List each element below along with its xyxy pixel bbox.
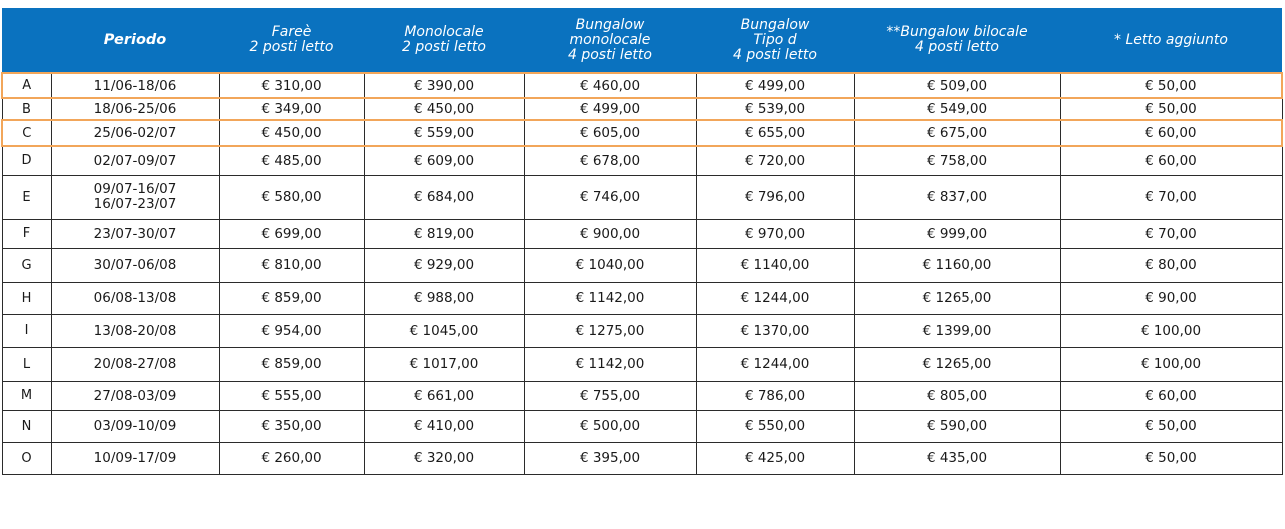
price-cell: € 1265,00 [854, 282, 1060, 314]
price-cell: € 260,00 [219, 442, 364, 474]
header-periodo: Periodo [51, 7, 219, 73]
price-cell: € 90,00 [1060, 282, 1282, 314]
row-code: A [2, 73, 51, 98]
price-cell: € 499,00 [524, 98, 696, 120]
price-cell: € 746,00 [524, 175, 696, 219]
price-cell: € 1275,00 [524, 314, 696, 347]
price-cell: € 80,00 [1060, 248, 1282, 282]
header-bungalow-tipod-line1: Bungalow [740, 16, 810, 33]
header-monolocale [364, 7, 524, 73]
price-cell: € 819,00 [364, 219, 524, 248]
table-row [2, 73, 1282, 98]
price-cell: € 460,00 [524, 73, 696, 98]
price-cell: € 580,00 [219, 175, 364, 219]
price-cell: € 549,00 [854, 98, 1060, 120]
header-bungalow-tipo-d [696, 7, 854, 73]
price-cell: € 755,00 [524, 381, 696, 410]
price-cell: € 1142,00 [524, 282, 696, 314]
row-period: 18/06-25/06 [51, 98, 219, 120]
table-body [2, 73, 1282, 474]
price-cell: € 1142,00 [524, 347, 696, 381]
price-cell: € 70,00 [1060, 219, 1282, 248]
table-row [2, 98, 1282, 120]
price-cell: € 1399,00 [854, 314, 1060, 347]
price-cell: € 988,00 [364, 282, 524, 314]
row-period: 30/07-06/08 [51, 248, 219, 282]
price-cell: € 590,00 [854, 410, 1060, 442]
price-cell: € 675,00 [854, 120, 1060, 146]
row-code: I [2, 314, 51, 347]
table-row [2, 248, 1282, 282]
price-cell: € 550,00 [696, 410, 854, 442]
row-code: G [2, 248, 51, 282]
price-cell: € 796,00 [696, 175, 854, 219]
price-cell: € 1244,00 [696, 347, 854, 381]
price-cell: € 60,00 [1060, 120, 1282, 146]
table-row [2, 120, 1282, 146]
price-cell: € 100,00 [1060, 314, 1282, 347]
price-cell: € 859,00 [219, 347, 364, 381]
price-cell: € 661,00 [364, 381, 524, 410]
row-period: 27/08-03/09 [51, 381, 219, 410]
price-cell: € 1244,00 [696, 282, 854, 314]
row-code: F [2, 219, 51, 248]
header-bungalow-bilocale [854, 7, 1060, 73]
price-cell: € 350,00 [219, 410, 364, 442]
header-bungalow-bilo-line2: 4 posti letto [915, 39, 999, 55]
price-cell: € 605,00 [524, 120, 696, 146]
row-period: 13/08-20/08 [51, 314, 219, 347]
row-code: L [2, 347, 51, 381]
price-cell: € 320,00 [364, 442, 524, 474]
price-cell: € 954,00 [219, 314, 364, 347]
price-cell: € 435,00 [854, 442, 1060, 474]
price-cell: € 699,00 [219, 219, 364, 248]
table-row [2, 314, 1282, 347]
price-cell: € 390,00 [364, 73, 524, 98]
price-cell: € 999,00 [854, 219, 1060, 248]
price-cell: € 837,00 [854, 175, 1060, 219]
price-cell: € 485,00 [219, 146, 364, 175]
row-period: 10/09-17/09 [51, 442, 219, 474]
row-period: 11/06-18/06 [51, 73, 219, 98]
price-cell: € 1265,00 [854, 347, 1060, 381]
header-faree-line1: Fareè [271, 24, 312, 40]
price-cell: € 684,00 [364, 175, 524, 219]
row-code: N [2, 410, 51, 442]
price-cell: € 100,00 [1060, 347, 1282, 381]
price-cell: € 900,00 [524, 219, 696, 248]
price-cell: € 450,00 [364, 98, 524, 120]
table-row [2, 175, 1282, 219]
table-row [2, 146, 1282, 175]
price-cell: € 1045,00 [364, 314, 524, 347]
price-cell: € 349,00 [219, 98, 364, 120]
row-code: C [2, 120, 51, 146]
header-monolocale-line1: Monolocale [404, 24, 484, 40]
row-period: 03/09-10/09 [51, 410, 219, 442]
row-code: B [2, 98, 51, 120]
row-code: D [2, 146, 51, 175]
price-cell: € 539,00 [696, 98, 854, 120]
header-faree-line2: 2 posti letto [249, 39, 334, 55]
row-period-line1: 09/07-16/07 [93, 181, 177, 197]
price-cell: € 509,00 [854, 73, 1060, 98]
header-letto-aggiunto [1060, 7, 1282, 73]
price-cell: € 499,00 [696, 73, 854, 98]
price-cell: € 50,00 [1060, 98, 1282, 120]
header-faree [219, 7, 364, 73]
price-cell: € 425,00 [696, 442, 854, 474]
price-cell: € 1160,00 [854, 248, 1060, 282]
price-cell: € 1040,00 [524, 248, 696, 282]
price-cell: € 609,00 [364, 146, 524, 175]
price-cell: € 786,00 [696, 381, 854, 410]
row-period: 23/07-30/07 [51, 219, 219, 248]
price-cell: € 555,00 [219, 381, 364, 410]
price-cell: € 655,00 [696, 120, 854, 146]
row-period-line2: 16/07-23/07 [93, 196, 177, 212]
header-bungalow-mono-line3: 4 posti letto [568, 46, 652, 63]
price-table [1, 6, 1283, 475]
header-bungalow-monolocale [524, 7, 696, 73]
table-row [2, 381, 1282, 410]
price-cell: € 810,00 [219, 248, 364, 282]
price-cell: € 678,00 [524, 146, 696, 175]
table-row [2, 442, 1282, 474]
header-row [2, 7, 1282, 73]
price-cell: € 50,00 [1060, 73, 1282, 98]
header-letto-aggiunto-line1: * Letto aggiunto [1114, 31, 1228, 48]
price-cell: € 50,00 [1060, 442, 1282, 474]
table-row [2, 347, 1282, 381]
row-period [51, 175, 219, 219]
price-cell: € 1370,00 [696, 314, 854, 347]
row-code: H [2, 282, 51, 314]
header-bungalow-mono-line2: monolocale [569, 31, 651, 48]
row-period: 06/08-13/08 [51, 282, 219, 314]
header-bungalow-mono-line1: Bungalow [575, 16, 645, 33]
price-cell: € 410,00 [364, 410, 524, 442]
price-cell: € 500,00 [524, 410, 696, 442]
row-code: O [2, 442, 51, 474]
header-code-cell [2, 7, 51, 73]
table-row [2, 219, 1282, 248]
price-cell: € 395,00 [524, 442, 696, 474]
price-cell: € 1017,00 [364, 347, 524, 381]
row-period: 25/06-02/07 [51, 120, 219, 146]
table-row [2, 282, 1282, 314]
row-code: E [2, 175, 51, 219]
row-period: 02/07-09/07 [51, 146, 219, 175]
header-bungalow-bilo-line1: **Bungalow bilocale [886, 24, 1028, 40]
price-cell: € 450,00 [219, 120, 364, 146]
price-cell: € 929,00 [364, 248, 524, 282]
price-cell: € 50,00 [1060, 410, 1282, 442]
row-period: 20/08-27/08 [51, 347, 219, 381]
row-code: M [2, 381, 51, 410]
price-cell: € 70,00 [1060, 175, 1282, 219]
header-monolocale-line2: 2 posti letto [402, 39, 486, 55]
price-cell: € 970,00 [696, 219, 854, 248]
table-row [2, 410, 1282, 442]
price-cell: € 310,00 [219, 73, 364, 98]
price-cell: € 859,00 [219, 282, 364, 314]
price-cell: € 805,00 [854, 381, 1060, 410]
header-bungalow-tipod-line2: Tipo d [753, 31, 797, 48]
header-bungalow-tipod-line3: 4 posti letto [733, 46, 817, 63]
price-cell: € 60,00 [1060, 146, 1282, 175]
price-cell: € 559,00 [364, 120, 524, 146]
price-cell: € 1140,00 [696, 248, 854, 282]
price-cell: € 720,00 [696, 146, 854, 175]
price-cell: € 60,00 [1060, 381, 1282, 410]
price-cell: € 758,00 [854, 146, 1060, 175]
